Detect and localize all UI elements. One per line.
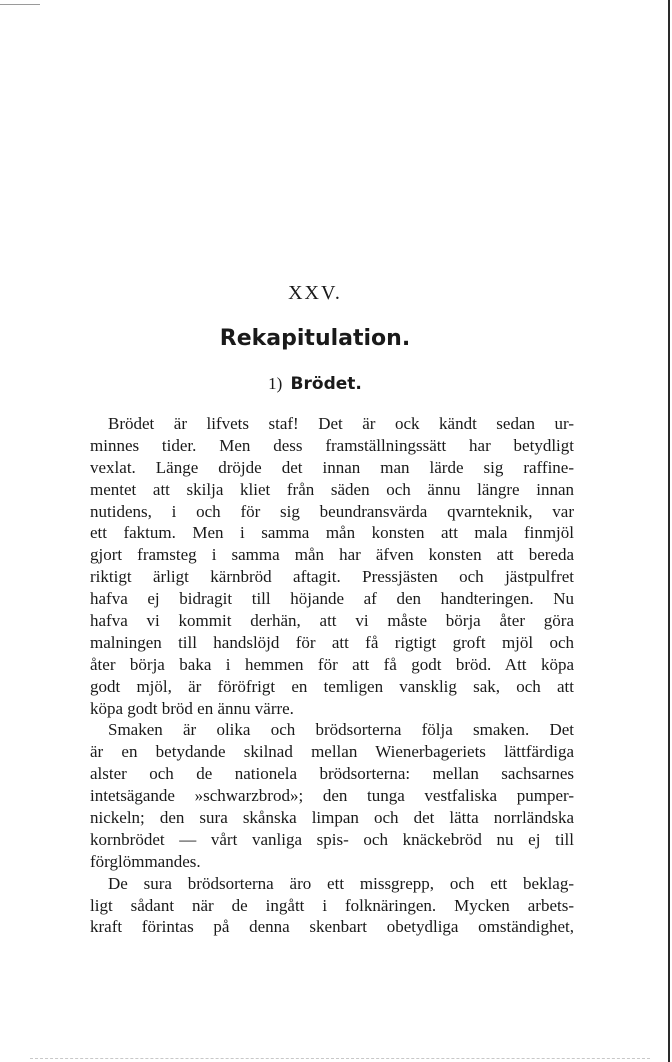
text-line: vexlat. Länge dröjde det innan man lärde sig raffine- (90, 457, 574, 477)
text-line: Brödet är lifvets staf! Det är ock kändt sedan ur- (108, 414, 574, 433)
section-heading (0, 374, 630, 394)
section-number: 1) (268, 374, 283, 393)
page-top-edge-rule (0, 4, 40, 5)
text-line: godt mjöl, är föröfrigt en temligen vansklig sak, och att (90, 676, 574, 696)
text-line: ett faktum. Men i samma mån konsten att mala finmjöl (90, 523, 574, 543)
text-line: kornbrödet — vårt vanliga spis- och knäckebröd nu ej till (90, 829, 574, 849)
page-right-edge-rule (668, 0, 670, 1062)
chapter-number: XXV. (288, 282, 342, 304)
text-line: ligt sådant när de ingått i folknäringen. Mycken arbets- (90, 895, 574, 915)
text-line: intetsägande »schwarzbrod»; den tunga vestfaliska pumper- (90, 786, 574, 806)
text-line: hafva ej bidragit till höjande af den handteringen. Nu (90, 589, 574, 609)
text-line: nickeln; den sura skånska limpan och det lätta norrländska (90, 808, 574, 828)
text-line: hafva vi kommit derhän, att vi måste börja åter göra (90, 611, 574, 631)
text-line: mentet att skilja kliet från säden och ännu längre innan (90, 479, 574, 499)
text-line: Smaken är olika och brödsorterna följa smaken. Det (108, 720, 574, 740)
paragraph-3 (90, 873, 574, 939)
text-line: De sura brödsorterna äro ett missgrepp, och ett beklag- (108, 873, 574, 893)
chapter-title: Rekapitulation. (219, 326, 411, 351)
text-line: minnes tider. Men dess framställningssätt har betydligt (90, 435, 574, 455)
text-line: riktigt ärligt kärnbröd aftagit. Pressjästen och jästpulfret (90, 567, 574, 587)
text-line: är en betydande skilnad mellan Wienerbageriets lättfärdiga (90, 742, 574, 762)
page-bottom-edge-rule (30, 1058, 650, 1059)
paragraph-1 (90, 413, 574, 719)
text-line: nutidens, i och för sig beundransvärda qvarnteknik, var (90, 501, 574, 521)
text-line: gjort framsteg i samma mån har äfven konsten att bereda (90, 545, 574, 565)
text-line: alster och de nationela brödsorterna: mellan sachsarnes (90, 764, 574, 784)
text-line: åter börja baka i hemmen för att få godt bröd. Att köpa (90, 654, 574, 674)
text-line: malningen till handslöjd för att få rigtigt groft mjöl och (90, 632, 574, 652)
text-line: förglömmandes. (90, 851, 201, 871)
text-line: köpa godt bröd en ännu värre. (90, 698, 294, 718)
section-title: Brödet. (290, 374, 362, 394)
paragraph-2 (90, 719, 574, 872)
text-line: kraft förintas på denna skenbart obetydliga omständighet, (90, 917, 574, 937)
body-text (90, 413, 574, 938)
